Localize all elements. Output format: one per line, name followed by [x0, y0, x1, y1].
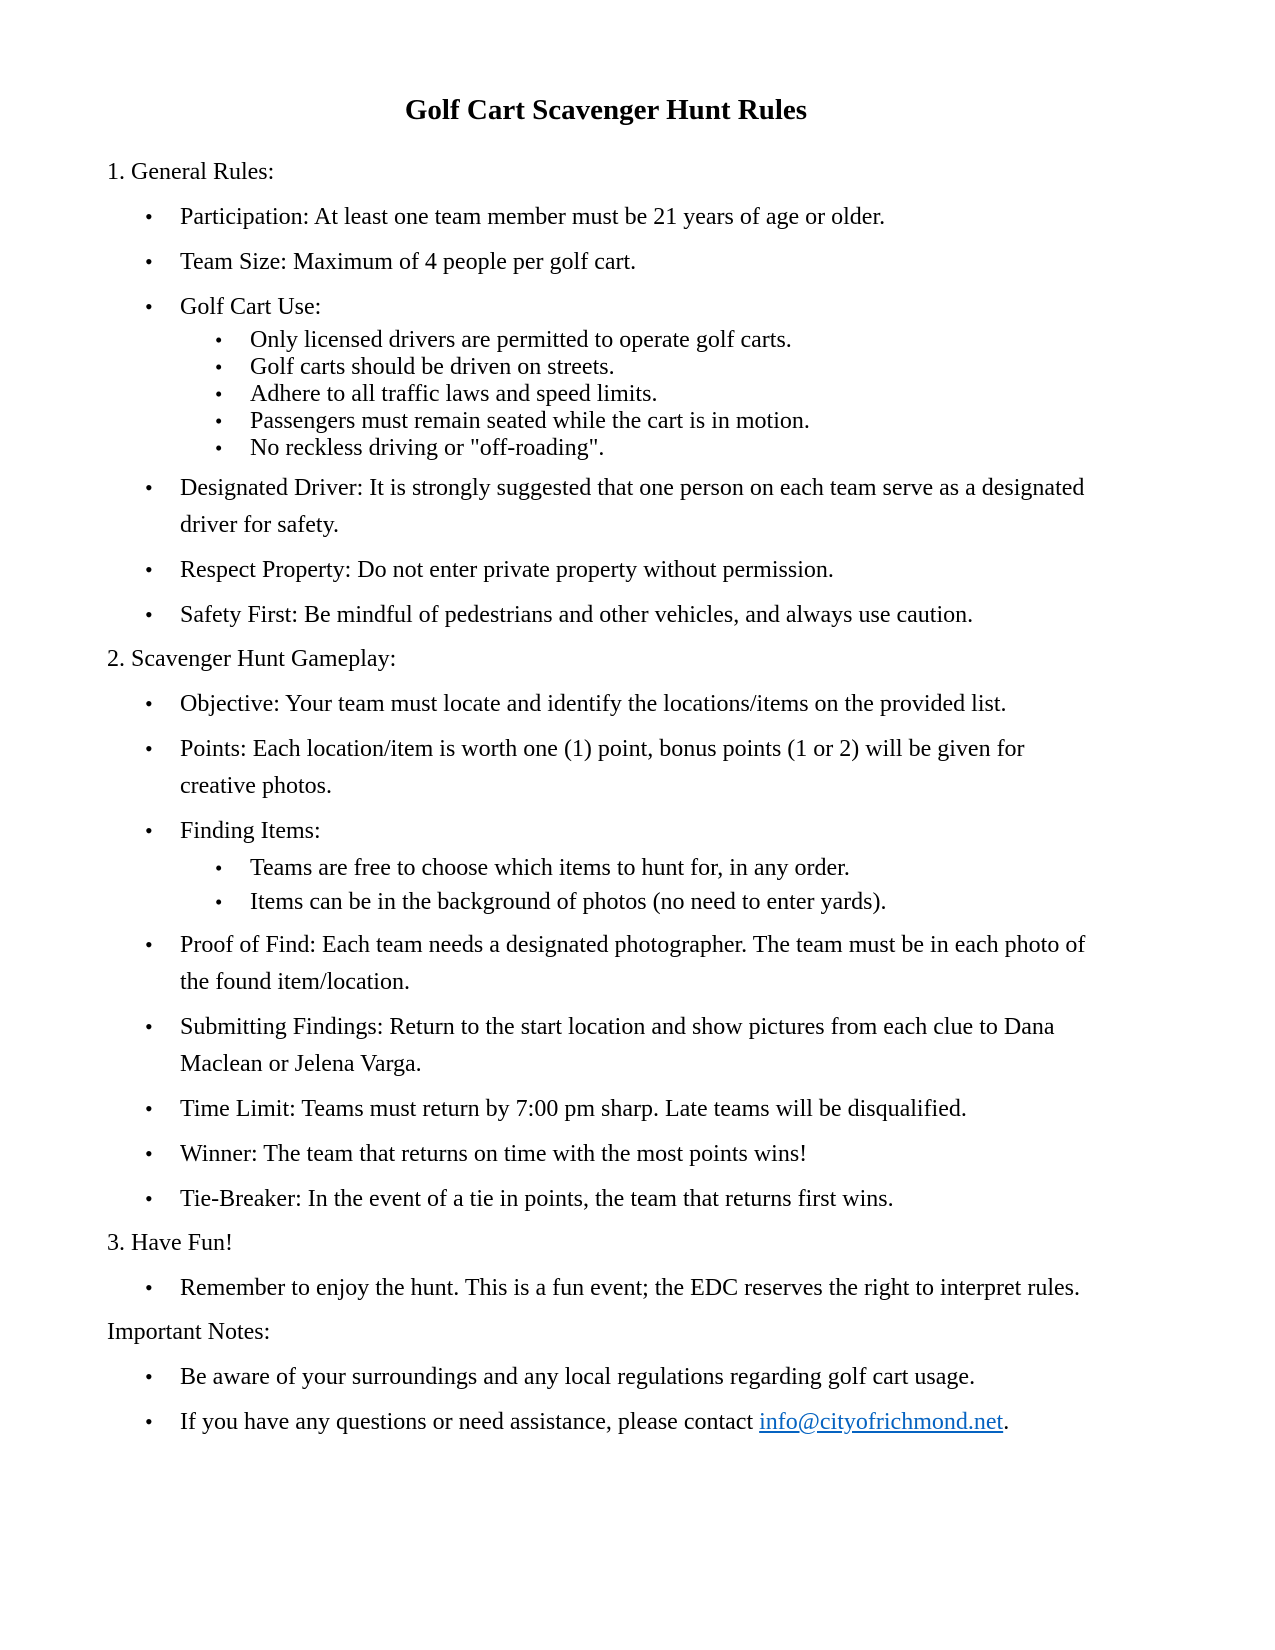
list-item-text: Only licensed drivers are permitted to operate golf carts. [250, 327, 792, 353]
bullet-icon: • [145, 1275, 153, 1300]
section-heading: 2. Scavenger Hunt Gameplay: [107, 646, 397, 672]
list-item [145, 1008, 1105, 1083]
bullet-icon: • [215, 890, 223, 914]
list-item [145, 1269, 1105, 1307]
section-important-notes [107, 1314, 1105, 1441]
bullet-icon: • [145, 1186, 153, 1211]
list-item-text: Time Limit: Teams must return by 7:00 pm sharp. Late teams will be disqualified. [180, 1096, 967, 1122]
list-item [215, 851, 1105, 885]
list-item-text: Safety First: Be mindful of pedestrians and other vehicles, and always use caution. [180, 602, 974, 628]
list-item [145, 1090, 1105, 1128]
bullet-icon: • [145, 1141, 153, 1166]
section-have-fun [107, 1225, 1105, 1307]
list-item-text: Be aware of your surroundings and any local regulations regarding golf cart usage. [180, 1364, 976, 1390]
list-item [145, 730, 1105, 805]
list-item-text: Participation: At least one team member must be 21 years of age or older. [180, 204, 886, 230]
list-item-text: Items can be in the background of photos (no need to enter yards). [250, 889, 887, 915]
list-item [215, 885, 1105, 919]
section-heading: Important Notes: [107, 1319, 271, 1345]
list-item-text: Golf carts should be driven on streets. [250, 354, 615, 380]
bullet-icon: • [145, 1409, 153, 1434]
list-item-text: Points: Each location/item is worth one (1) point, bonus points (1 or 2) will be given for creative photos. [180, 736, 1025, 799]
list-item-text: Teams are free to choose which items to hunt for, in any order. [250, 855, 850, 881]
list-item-text: Designated Driver: It is strongly suggested that one person on each team serve as a designated driver for safety. [180, 475, 1085, 538]
bullet-icon: • [215, 436, 223, 460]
bullet-icon: • [215, 382, 223, 406]
bullet-icon: • [145, 1364, 153, 1389]
sublist-finding-items [215, 851, 1105, 919]
section-general-rules [107, 154, 1105, 634]
bullet-icon: • [145, 1014, 153, 1039]
list-item-text: Winner: The team that returns on time with the most points wins! [180, 1141, 808, 1167]
bullet-icon: • [145, 557, 153, 582]
list-item-text: Passengers must remain seated while the cart is in motion. [250, 408, 810, 434]
list-item [145, 596, 1105, 634]
contact-text-prefix: If you have any questions or need assistance, please contact [180, 1409, 760, 1435]
list-item [145, 288, 1105, 326]
bullet-icon: • [145, 602, 153, 627]
list-item [215, 381, 1105, 408]
list-item [145, 685, 1105, 723]
list-item [145, 1403, 1105, 1441]
bullet-icon: • [145, 932, 153, 957]
list-item [215, 354, 1105, 381]
bullet-icon: • [145, 1096, 153, 1121]
sublist-golf-cart-use [215, 327, 1105, 462]
bullet-icon: • [145, 691, 153, 716]
bullet-icon: • [145, 818, 153, 843]
list-item-text: Team Size: Maximum of 4 people per golf cart. [180, 249, 637, 275]
list-item-text: Finding Items: [180, 818, 321, 844]
list-item-text: Golf Cart Use: [180, 294, 322, 320]
list-item [215, 327, 1105, 354]
list-item [145, 243, 1105, 281]
section-heading: 3. Have Fun! [107, 1230, 233, 1256]
list-item [145, 198, 1105, 236]
list-item [215, 435, 1105, 462]
contact-text-suffix: . [1003, 1409, 1010, 1435]
bullet-icon: • [145, 204, 153, 229]
list-item-text: Proof of Find: Each team needs a designated photographer. The team must be in each photo of the found item/location. [180, 932, 1086, 995]
document-title: Golf Cart Scavenger Hunt Rules [404, 94, 808, 126]
list-item-text: Adhere to all traffic laws and speed limits. [250, 381, 658, 407]
bullet-icon: • [215, 409, 223, 433]
list-item [145, 926, 1105, 1001]
list-item-text: No reckless driving or "off-roading". [250, 435, 605, 461]
list-item [145, 1358, 1105, 1396]
list-item [145, 812, 1105, 850]
bullet-icon: • [145, 736, 153, 761]
list-item [145, 551, 1105, 589]
bullet-icon: • [145, 249, 153, 274]
bullet-icon: • [145, 475, 153, 500]
section-scavenger-hunt-gameplay [107, 641, 1105, 1218]
bullet-icon: • [145, 294, 153, 319]
list-item [145, 1180, 1105, 1218]
list-item [145, 469, 1105, 544]
bullet-icon: • [215, 355, 223, 379]
list-item-text [180, 1404, 1105, 1441]
list-item-text: Respect Property: Do not enter private property without permission. [180, 557, 834, 583]
list-item-text: Tie-Breaker: In the event of a tie in points, the team that returns first wins. [180, 1186, 894, 1212]
bullet-icon: • [215, 856, 223, 880]
bullet-icon: • [215, 328, 223, 352]
section-heading: 1. General Rules: [107, 159, 275, 185]
list-item-text: Submitting Findings: Return to the start location and show pictures from each clue to Dana Maclean or Jelena Varga. [180, 1014, 1055, 1077]
contact-email-link[interactable]: info@cityofrichmond.net [759, 1409, 1004, 1435]
list-item-text: Remember to enjoy the hunt. This is a fun event; the EDC reserves the right to interpret rules. [180, 1275, 1080, 1301]
list-item [145, 1135, 1105, 1173]
list-item [215, 408, 1105, 435]
list-item-text: Objective: Your team must locate and identify the locations/items on the provided list. [180, 691, 1007, 717]
